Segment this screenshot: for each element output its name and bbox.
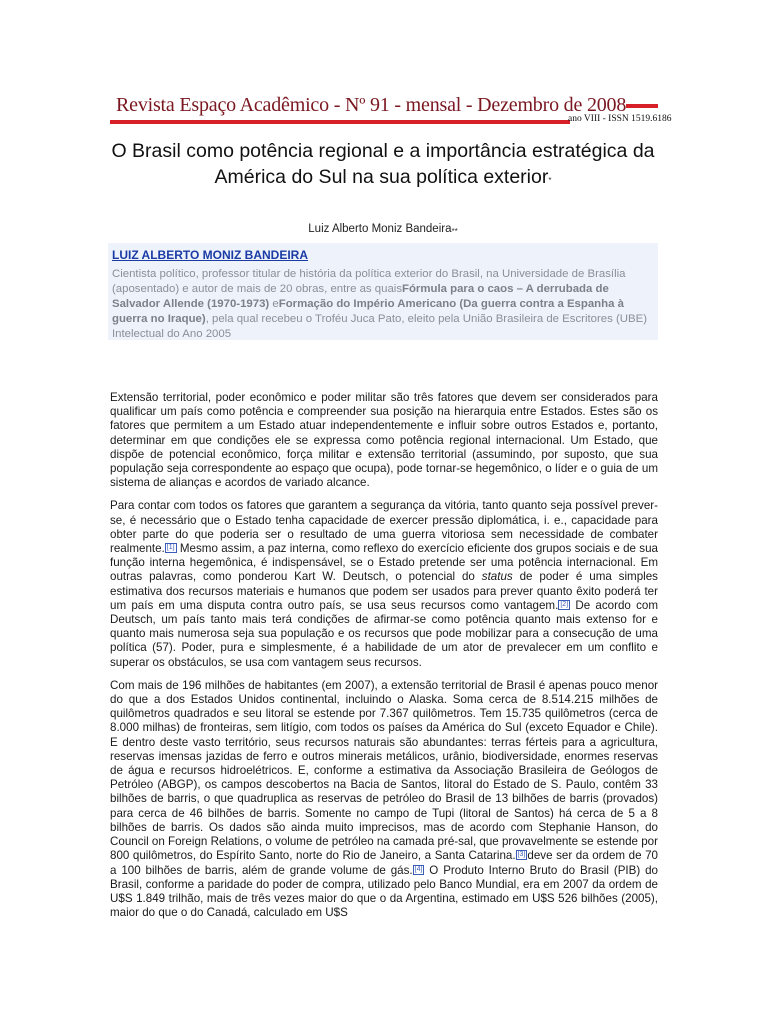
paragraph-3	[110, 679, 658, 920]
title-footnote-marker[interactable]: *	[548, 176, 552, 185]
article-title	[110, 138, 656, 190]
author-bio-box	[108, 243, 658, 340]
paragraph-2-part-d: De acordo com Deutsch, um país tanto mais terá condições de afirmar-se como potência quanto mais extenso for e quanto mais numerosa seja sua população e os recursos que pode mobilizar para a consecução de uma política (57). Poder, pura e simplesmente, é a habilidade de um ator de prevalecer em um conflito e superar os obstáculos, se usa com vantagem seus recursos.	[110, 598, 658, 669]
masthead-rule	[110, 120, 570, 124]
journal-issn: ano VIII - ISSN 1519.6186	[568, 114, 672, 124]
bio-text-3: , pela qual recebeu o Troféu Juca Pato, eleito pela União Brasileira de Escritores (UBE) Intelectual do Ano 2005	[112, 313, 647, 340]
footnote-ref-3[interactable]: [3]	[517, 851, 526, 859]
bio-text	[112, 267, 654, 342]
author-footnote-marker[interactable]: **	[451, 227, 458, 236]
paragraph-3-part-a: Com mais de 196 milhões de habitantes (em 2007), a extensão territorial de Brasil é apenas pouco menor do que a dos Estados Unidos continental, incluindo o Alaska. Soma cerca de 8.514.215 milhões de quilômetros quadrados e seu litoral se estende por 7.367 quilômetros. Tem 15.735 quilômetros (cerca de 8.000 milhas) de fronteiras, sem litígio, com todos os países da América do Sul (exceto Equador e Chile). E dentro deste vasto território, seus recursos naturais são abundantes: terras férteis para a agricultura, reservas imensas jazidas de ferro e outros minerais metálicos, urânio, biodiversidade, enormes reservas de água e recursos hidroelétricos. E, conforme a estimativa da Associação Brasileira de Geólogos de Petróleo (ABGP), os campos descobertos na Bacia de Santos, litoral do Estado de S. Paulo, contêm 33 bilhões de barris, o que quadruplica as reservas de petróleo do Brasil de 13 bilhões de barris (provados) para cerca de 46 bilhões de barris. Somente no campo de Tupi (litoral de Santos) há cerca de 5 a 8 bilhões de barris. Os dados são ainda muito imprecisos, mas de acordo com Stephanie Hanson, do Council on Foreign Relations, o volume de petróleo na camada pré-sal, que provavelmente se estende por 800 quilômetros, do Espírito Santo, norte do Rio de Janeiro, a Santa Catarina.	[110, 678, 658, 863]
bio-author-link[interactable]: LUIZ ALBERTO MONIZ BANDEIRA	[112, 248, 308, 262]
paragraph-2-part-b: Mesmo assim, a paz interna, como reflexo do exercício eficiente dos grupos sociais e de sua função interna hegemônica, é indispensável, se o Estado pretende ser uma potência internacional. Em outras palavras, como ponderou Kart W. Deutsch, o potencial do	[110, 542, 658, 584]
article-title-text: O Brasil como potência regional e a importância estratégica da América do Sul na sua política exterior	[111, 140, 655, 188]
author-name: Luiz Alberto Moniz Bandeira	[308, 223, 452, 235]
bio-text-2: e	[269, 298, 279, 310]
paragraph-2-part-c: de poder é uma simples estimativa dos recursos materiais e humanos que podem ser usados para prever quanto êxito poderá ter um país em uma disputa contra outro país, se usa seus recursos como vantagem.	[110, 570, 658, 612]
paragraph-2-italic-status: status	[481, 570, 513, 584]
paragraph-1: Extensão territorial, poder econômico e poder militar são três fatores que devem ser considerados para qualificar um país como potência e compreender sua posição na hierarquia entre Estados. Estes são os fatores que permitem a um Estado atuar independentemente e influir sobre outros Estados e, portanto, determinar em que condições ele se expressa como potência regional internacional. Um Estado, que dispõe de potencial econômico, força militar e extensão territorial (assumindo, por suposto, que sua população seja correspondente ao espaço que ocupa), pode tornar-se hegemônico, o líder e o guia de um sistema de alianças e acordos de variado alcance.	[110, 391, 658, 490]
paragraph-2	[110, 499, 658, 669]
paragraph-3-part-c: O Produto Interno Bruto do Brasil (PIB) do Brasil, conforme a paridade do poder de compra, utilizado pelo Banco Mundial, era em 2007 da ordem de U$S 1.849 trilhão, mais de três vezes maior do que o da Argentina, estimado em U$S 526 bilhões (2005), maior do que o do Canadá, calculado em U$S	[110, 863, 658, 920]
footnote-ref-1[interactable]: [1]	[166, 544, 175, 552]
bio-book-1: Fórmula para o caos – A derrubada de Salvador Allende (1970-1973)	[112, 283, 609, 310]
paragraph-2-part-a: Para contar com todos os fatores que garantem a segurança da vitória, tanto quanto seja possível prever-se, é necessário que o Estado tenha capacidade de exercer pressão diplomática, i. e., capacidade para obter parte do que poderia ser o resultado de uma guerra vitoriosa sem necessidade de combater realmente.	[110, 499, 658, 556]
bio-book-2: Formação do Império Americano (Da guerra contra a Espanha à guerra no Iraque)	[112, 298, 624, 325]
article-body	[110, 391, 658, 929]
author-byline	[110, 223, 656, 235]
footnote-ref-4[interactable]: [4]	[414, 865, 423, 873]
journal-masthead	[110, 94, 672, 134]
paragraph-3-part-b: deve ser da ordem de 70 a 100 bilhões de barris, além de grande volume de gás.	[110, 849, 658, 877]
masthead-accent-bar	[626, 104, 658, 108]
bio-text-1: Cientista político, professor titular de história da política exterior do Brasil, na Universidade de Brasília (aposentado) e autor de mais de 20 obras, entre as quais	[112, 268, 626, 295]
footnote-ref-2[interactable]: [2]	[560, 600, 569, 608]
journal-title: Revista Espaço Acadêmico - Nº 91 - mensal - Dezembro de 2008	[116, 94, 627, 116]
